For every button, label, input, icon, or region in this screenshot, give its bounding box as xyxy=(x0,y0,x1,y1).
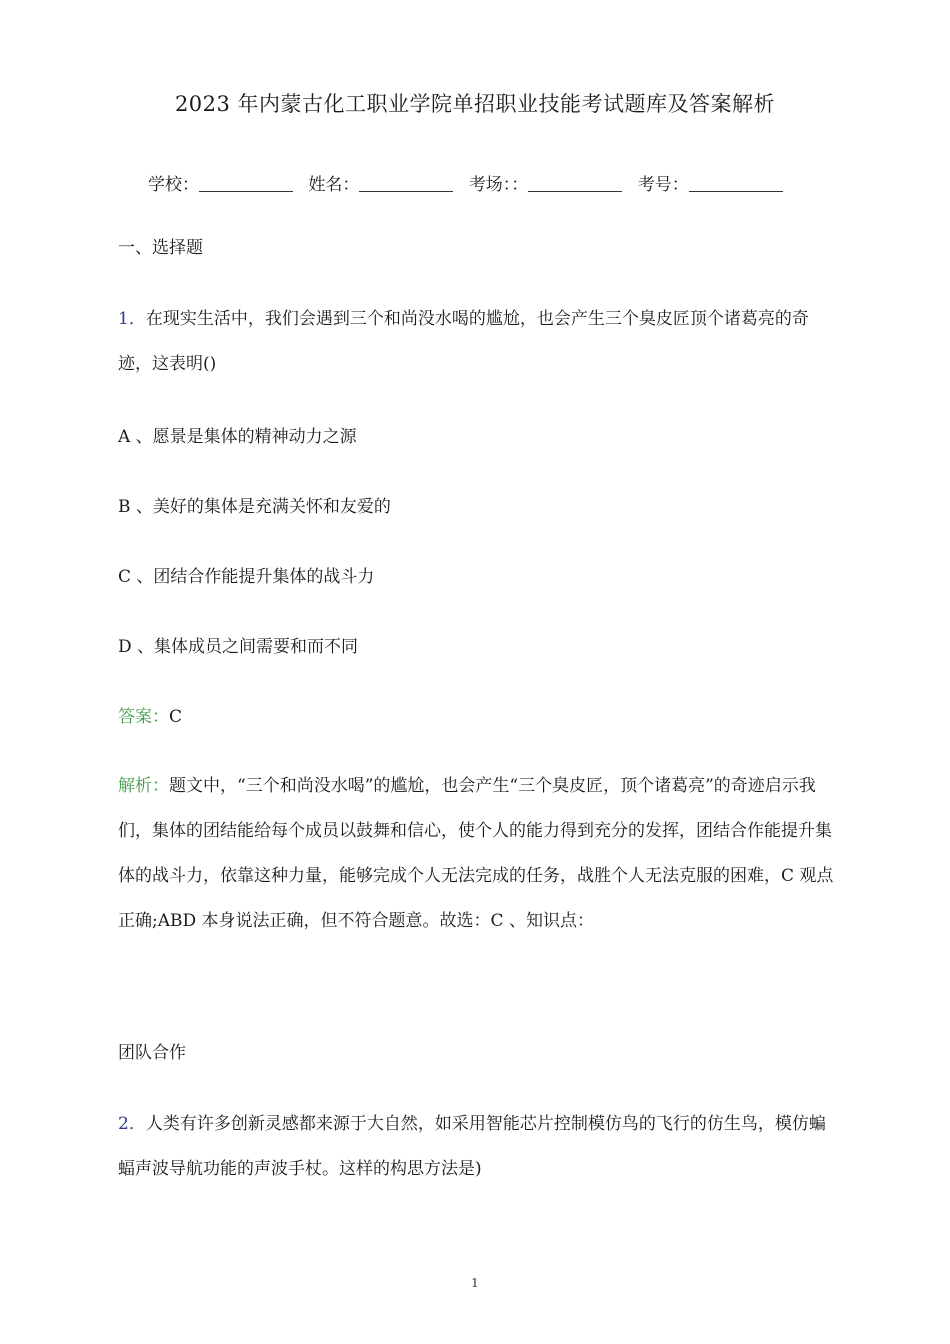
id-label: 考号： xyxy=(637,175,689,195)
analysis-paragraph xyxy=(118,764,836,944)
room-label: 考场：： xyxy=(468,175,529,195)
option-d: D 、集体成员之间需要和而不同 xyxy=(118,637,359,657)
question-1 xyxy=(118,297,836,387)
question-text: 人类有许多创新灵感都来源于大自然，如采用智能芯片控制模仿鸟的飞行的仿生鸟，模仿蝙蝠声波导航功能的声波手杖。这样的构思方法是) xyxy=(118,1114,826,1179)
option-b: B 、美好的集体是充满关怀和友爱的 xyxy=(118,497,391,517)
option-a: A 、愿景是集体的精神动力之源 xyxy=(118,427,357,447)
question-text: 在现实生活中，我们会遇到三个和尚没水喝的尴尬，也会产生三个臭皮匠顶个诸葛亮的奇迹，这表明() xyxy=(118,309,809,374)
question-number: 1． xyxy=(118,309,146,329)
answer-line xyxy=(118,707,836,727)
room-blank xyxy=(528,175,622,192)
option-c: C 、团结合作能提升集体的战斗力 xyxy=(118,567,375,587)
analysis-text: 题文中，“三个和尚没水喝”的尴尬，也会产生“三个臭皮匠，顶个诸葛亮”的奇迹启示我们，集体的团结能给每个成员以鼓舞和信心，使个人的能力得到充分的发挥，团结合作能提升集体的战斗力，依靠这种力量，能够完成个人无法完成的任务，战胜个人无法克服的困难，C 观点正确;ABD 本身说法正确，但不符合题意。故选：C 、知识点： xyxy=(118,776,834,931)
answer-label: 答案： xyxy=(118,707,169,727)
section-heading: 一、选择题 xyxy=(118,238,203,258)
exam-info-row xyxy=(148,170,783,195)
knowledge-point: 团队合作 xyxy=(118,1043,186,1063)
page-title: 2023 年内蒙古化工职业学院单招职业技能考试题库及答案解析 xyxy=(174,92,776,116)
name-label: 姓名： xyxy=(308,175,360,195)
school-label: 学校： xyxy=(148,175,199,195)
question-2 xyxy=(118,1102,836,1192)
school-blank xyxy=(199,175,293,192)
name-blank xyxy=(359,175,453,192)
question-number: 2． xyxy=(118,1114,146,1134)
analysis-label: 解析： xyxy=(118,776,169,796)
answer-value: C xyxy=(169,707,183,727)
page-number: 1 xyxy=(471,1276,479,1290)
id-blank xyxy=(689,175,783,192)
